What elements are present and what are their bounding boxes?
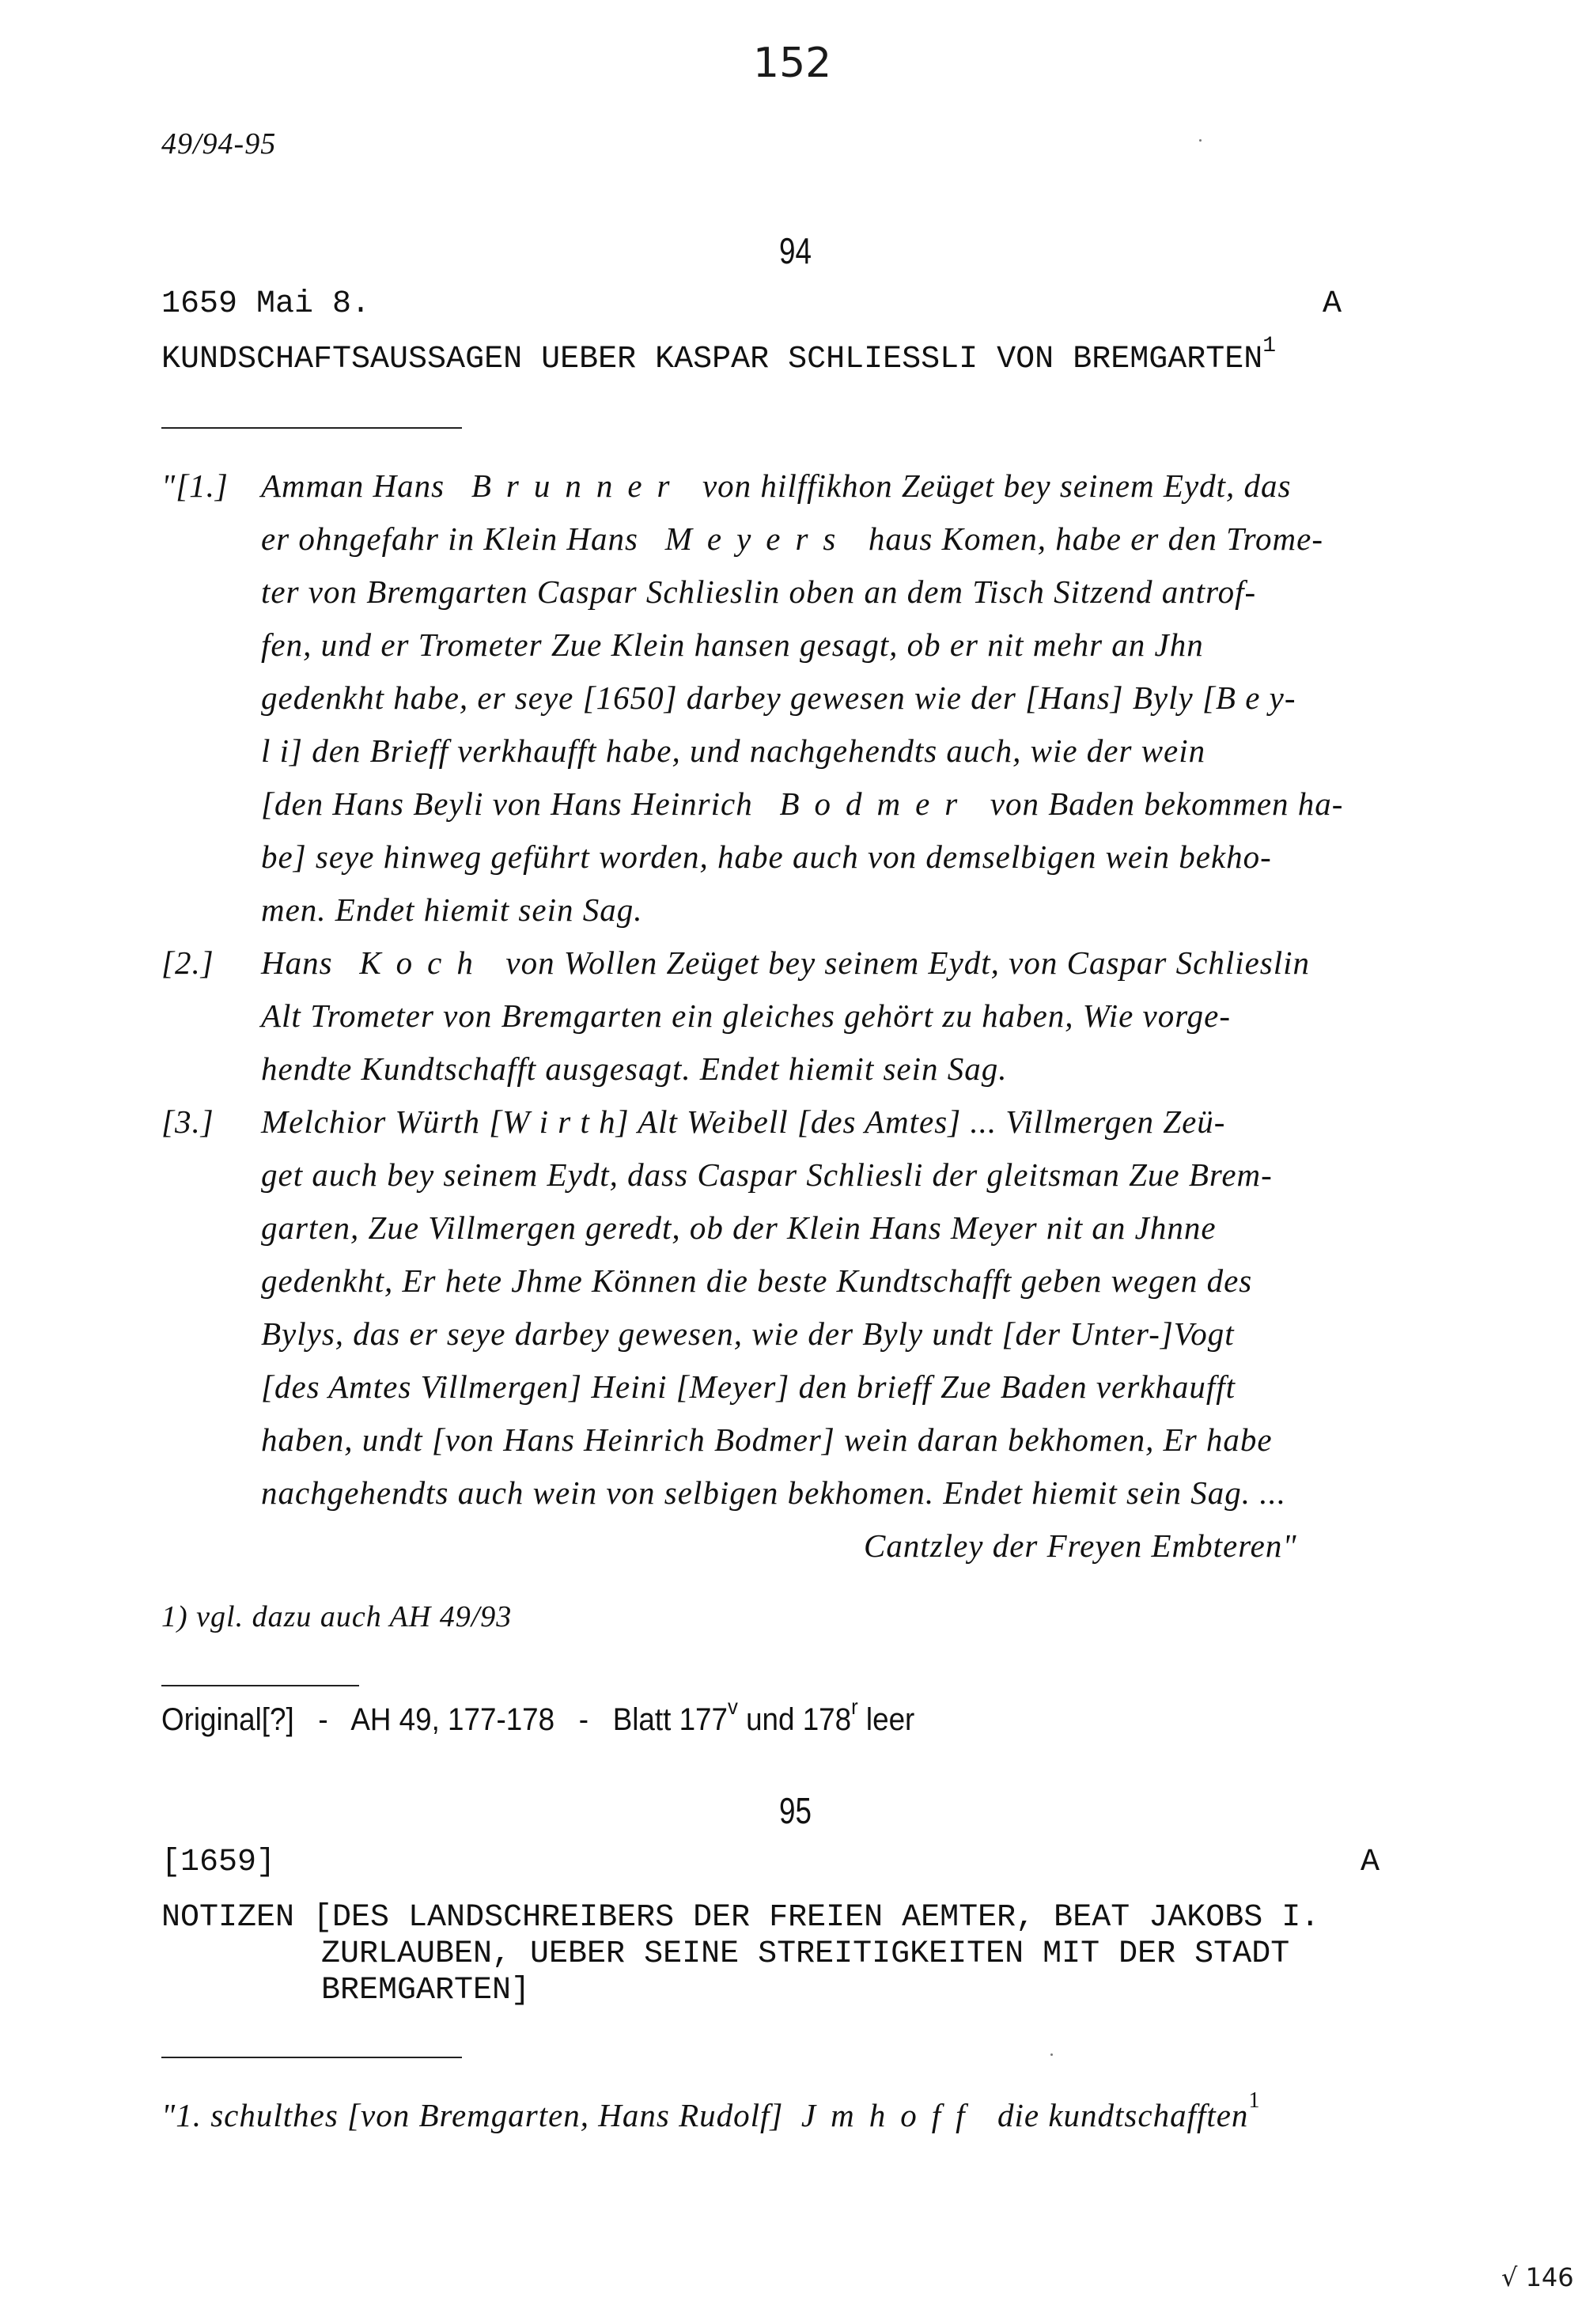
signature-line: Cantzley der Freyen Embteren" xyxy=(864,1527,1297,1564)
entry-95-title-line: ZURLAUBEN, UEBER SEINE STREITIGKEITEN MIT DER STADT xyxy=(321,1936,1290,1972)
entry-95-title-line: BREMGARTEN] xyxy=(321,1973,531,2008)
text-run: von hilffikhon Zeüget bey seinem Eydt, das xyxy=(702,467,1292,504)
recto-mark: r xyxy=(851,1694,858,1719)
spaced-name: Bodmer xyxy=(779,785,973,822)
speck xyxy=(1050,2053,1053,2056)
source-leer: leer xyxy=(865,1702,915,1737)
divider xyxy=(161,1685,359,1686)
source-und: und 178 xyxy=(746,1702,852,1737)
entry-95-date: [1659] xyxy=(161,1845,276,1880)
text-run: von Baden bekommen ha- xyxy=(990,785,1344,822)
text-run: Hans xyxy=(261,944,333,981)
statement-1-line: ter von Bremgarten Caspar Schlieslin oben an dem Tisch Sitzend antrof- xyxy=(261,573,1257,610)
statement-2-label: [2.] xyxy=(161,944,214,981)
divider xyxy=(161,2057,462,2058)
statement-3-line: haben, undt [von Hans Heinrich Bodmer] wein daran bekhomen, Er habe xyxy=(261,1421,1273,1458)
statement-3-line: [des Amtes Villmergen] Heini [Meyer] den brieff Zue Baden verkhaufft xyxy=(261,1368,1236,1405)
entry-95-number: 95 xyxy=(779,1790,812,1831)
source-blatt: Blatt 177 xyxy=(612,1702,728,1737)
statement-1-line xyxy=(261,467,1292,505)
notes-footnote-mark: 1 xyxy=(1248,2088,1261,2113)
entry-95-title-line: NOTIZEN [DES LANDSCHREIBERS DER FREIEN AEMTER, BEAT JAKOBS I. xyxy=(161,1900,1320,1936)
separator: - xyxy=(578,1702,589,1737)
text-run: [den Hans Beyli von Hans Heinrich xyxy=(261,785,753,822)
statement-3-line: get auch bey seinem Eydt, dass Caspar Schliesli der gleitsman Zue Brem- xyxy=(261,1156,1273,1193)
entry-94-number: 94 xyxy=(779,230,812,271)
spaced-name: Jmhoff xyxy=(800,2097,980,2133)
statement-1-line: l i] den Brieff verkhaufft habe, und nachgehendts auch, wie der wein xyxy=(261,732,1206,769)
reference-number: 49/94-95 xyxy=(161,127,277,161)
statement-3-label: [3.] xyxy=(161,1103,214,1140)
divider xyxy=(161,427,462,429)
spaced-name: Koch xyxy=(359,944,488,981)
statement-3-line: Melchior Würth [W i r t h] Alt Weibell [des Amtes] ... Villmergen Zeü- xyxy=(261,1103,1226,1140)
separator: - xyxy=(318,1702,328,1737)
text-run: von Wollen Zeüget bey seinem Eydt, von Caspar Schlieslin xyxy=(505,944,1311,981)
text-run: haus Komen, habe er den Trome- xyxy=(868,520,1323,557)
statement-1-line: men. Endet hiemit sein Sag. xyxy=(261,891,643,928)
corner-handwritten-mark: √ 146 xyxy=(1501,2262,1574,2292)
text-run: "1. schulthes [von Bremgarten, Hans Rudolf] xyxy=(161,2097,784,2133)
statement-3-line: nachgehendts auch wein von selbigen bekhomen. Endet hiemit sein Sag. ... xyxy=(261,1474,1287,1511)
statement-1-line: fen, und er Trometer Zue Klein hansen gesagt, ob er nit mehr an Jhn xyxy=(261,626,1204,663)
source-line xyxy=(161,1694,915,1738)
speck xyxy=(1199,139,1202,142)
text-run: die kundtschafften xyxy=(997,2097,1249,2133)
footnote: 1) vgl. dazu auch AH 49/93 xyxy=(161,1600,513,1633)
entry-94-title xyxy=(161,334,1277,377)
text-run: er ohngefahr in Klein Hans xyxy=(261,520,638,557)
entry-94-date: 1659 Mai 8. xyxy=(161,286,371,322)
statement-2-line xyxy=(261,944,1310,982)
statement-2-line: Alt Trometer von Bremgarten ein gleiches gehört zu haben, Wie vorge- xyxy=(261,997,1232,1034)
entry-94-title-text: KUNDSCHAFTSAUSSAGEN UEBER KASPAR SCHLIESSLI VON BREMGARTEN xyxy=(161,342,1263,377)
statement-2-line: hendte Kundtschafft ausgesagt. Endet hiemit sein Sag. xyxy=(261,1050,1008,1087)
entry-94-title-note: 1 xyxy=(1262,334,1277,358)
entry-94-mark: A xyxy=(1323,286,1342,322)
statement-3-line: Bylys, das er seye darbey gewesen, wie der Byly undt [der Unter-]Vogt xyxy=(261,1315,1235,1352)
statement-1-label: "[1.] xyxy=(161,467,229,504)
statement-1-line xyxy=(261,520,1323,558)
notes-line xyxy=(161,2088,1261,2134)
statement-1-line xyxy=(261,785,1343,823)
spaced-name: Meyers xyxy=(664,520,851,557)
text-run: Amman Hans xyxy=(261,467,445,504)
statement-3-line: gedenkht, Er hete Jhme Können die beste Kundtschafft geben wegen des xyxy=(261,1262,1253,1299)
source-archive: AH 49, 177-178 xyxy=(350,1702,555,1737)
entry-95-mark: A xyxy=(1361,1845,1380,1880)
spaced-name: Brunner xyxy=(471,467,685,504)
handwritten-page-number: 152 xyxy=(753,40,832,87)
statement-1-line: gedenkht habe, er seye [1650] darbey gewesen wie der [Hans] Byly [B e y- xyxy=(261,679,1296,716)
source-original: Original[?] xyxy=(161,1702,294,1737)
statement-3-line: garten, Zue Villmergen geredt, ob der Klein Hans Meyer nit an Jhnne xyxy=(261,1209,1217,1246)
verso-mark: v xyxy=(727,1694,738,1719)
statement-1-line: be] seye hinweg geführt worden, habe auch von demselbigen wein bekho- xyxy=(261,838,1272,875)
